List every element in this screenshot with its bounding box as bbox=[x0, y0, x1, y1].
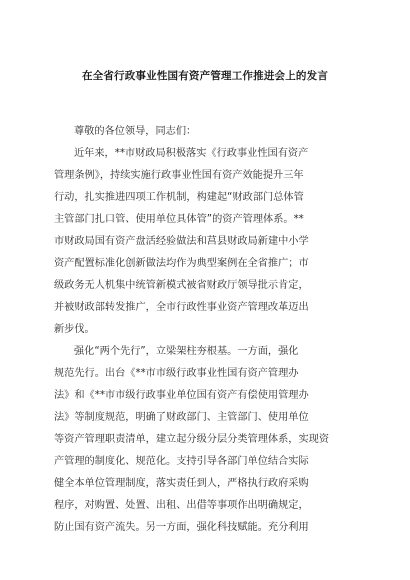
paragraph-line: 防止国有资产流失。另一方面，强化科技赋能。充分利用 bbox=[54, 522, 309, 533]
paragraph-line: 级政务无人机集中统管新模式被省财政厅领导批示肯定， bbox=[54, 280, 309, 291]
paragraph-line: 法》等制度规范，明确了财政部门、主管部门、使用单位 bbox=[54, 412, 309, 423]
paragraph-line: 主管部门扎口管、使用单位具体管”的资产管理体系。** bbox=[54, 214, 304, 225]
paragraph-line: 行动，扎实推进四项工作机制，构建起“财政部门总体管 bbox=[54, 192, 304, 203]
paragraph-line: 市财政局国有资产盘活经验做法和莒县财政局新建中小学 bbox=[54, 236, 309, 247]
paragraph-line: 等资产管理职责清单，建立起分级分层分类管理体系，实现资 bbox=[54, 434, 330, 445]
document-title: 在全省行政事业性国有资产管理工作推进会上的发言 bbox=[81, 70, 329, 82]
paragraph-2 bbox=[54, 341, 356, 539]
paragraph-line: 近年来，**市财政局积极落实《行政事业性国有资产 bbox=[74, 148, 309, 159]
greeting: 尊敬的各位领导，同志们： bbox=[74, 126, 197, 137]
paragraph-line: 新步伐。 bbox=[54, 324, 95, 335]
paragraph-line: 资产配置标准化创新做法均作为典型案例在全省推广；市 bbox=[54, 258, 309, 269]
paragraph-line: 管理条例》，持续实施行政事业性国有资产效能提升三年 bbox=[54, 170, 304, 181]
paragraph-line: 法》和《**市市级行政事业单位国有资产有偿使用管理办 bbox=[54, 390, 309, 401]
paragraph-line: 规范先行。出台《**市市级行政事业性国有资产管理办 bbox=[54, 368, 299, 379]
paragraph-line: 并被财政部转发推广，全市行政性事业资产管理改革迈出 bbox=[54, 302, 309, 313]
paragraph-line: 健全本单位管理制度，落实责任到人，严格执行政府采购 bbox=[54, 478, 309, 489]
paragraph-line: 强化“两个先行”，立梁架柱夯根基。一方面，强化 bbox=[74, 346, 299, 357]
paragraph-line: 产管理的制度化、规范化。支持引导各部门单位结合实际 bbox=[54, 456, 309, 467]
paragraph-line: 程序，对购置、处置、出租、出借等事项作出明确规定， bbox=[54, 500, 309, 511]
paragraph-1 bbox=[54, 143, 356, 341]
